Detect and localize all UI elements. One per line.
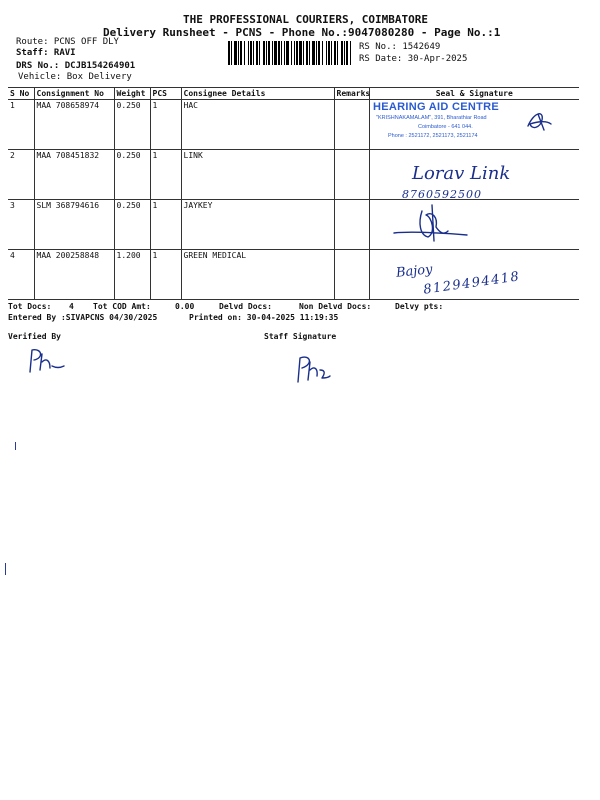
cell-sno: 1 [8,100,34,150]
barcode-image [228,41,352,65]
non-delvd-docs-label: Non Delvd Docs: [299,302,372,311]
cell-consignment: MAA 200258848 [34,250,114,300]
cell-weight: 0.250 [114,100,150,150]
scan-mark [15,442,16,450]
printed-on: Printed on: 30-04-2025 11:19:35 [189,313,339,322]
col-header-consignee: Consignee Details [181,88,334,100]
table-header-row [8,88,579,100]
cell-consignee: HAC [181,100,334,150]
cell-consignment: MAA 708658974 [34,100,114,150]
col-header-remarks: Remarks [334,88,369,100]
col-header-sno: S No [8,88,34,100]
staff-signature-image [292,352,332,384]
cell-consignment: MAA 708451832 [34,150,114,200]
handwritten-phone-row4: 8129494418 [422,269,522,298]
stamp-address-line: "KRISHNAKAMALAM", 391, Bharathiar Road [376,115,487,121]
cell-sno: 2 [8,150,34,200]
company-title: THE PROFESSIONAL COURIERS, COIMBATORE [183,13,429,26]
tot-cod-label: Tot COD Amt: [93,302,151,311]
cell-consignee: GREEN MEDICAL [181,250,334,300]
cell-weight: 0.250 [114,200,150,250]
verified-by-signature-image [24,346,66,374]
delvd-docs-label: Delvd Docs: [219,302,272,311]
cell-weight: 1.200 [114,250,150,300]
cell-consignment: SLM 368794616 [34,200,114,250]
cell-remarks [334,150,369,200]
delvy-pts-label: Delvy pts: [395,302,444,311]
cell-consignee: JAYKEY [181,200,334,250]
signature-row3-image [392,203,472,245]
col-header-pcs: PCS [150,88,181,100]
cell-weight: 0.250 [114,150,150,200]
handwritten-phone-row2: 8760592500 [402,188,482,201]
handwritten-name-row4: Bajoy [395,262,434,281]
stamp-company-name: HEARING AID CENTRE [373,101,499,113]
stamp-city-line: Coimbatore - 641 044. [418,124,473,130]
tot-docs-label: Tot Docs: [8,302,52,311]
cell-sno: 4 [8,250,34,300]
col-header-consignment: Consignment No [34,88,114,100]
vehicle-label: Vehicle: Box Delivery [18,72,132,82]
cell-remarks [334,100,369,150]
runsheet-subtitle: Delivery Runsheet - PCNS - Phone No.:9047080280 - Page No.:1 [103,26,501,39]
scan-mark [5,563,6,575]
tot-cod-value: 0.00 [175,302,195,311]
runsheet-table [8,87,579,300]
handwritten-name-row2: Lorav Link [412,163,511,184]
staff-signature-label: Staff Signature [264,332,337,341]
verified-by-label: Verified By [8,332,61,341]
staff-label: Staff: RAVI [16,48,76,58]
route-label: Route: PCNS OFF DLY [16,37,119,47]
drs-number: DRS No.: DCJB154264901 [16,61,136,71]
col-header-weight: Weight [114,88,150,100]
signature-row1-image [524,108,554,134]
stamp-phone-line: Phone : 2521172, 2521173, 2521174 [388,133,478,139]
rs-number: RS No.: 1542649 [359,42,441,52]
cell-remarks [334,250,369,300]
cell-consignee: LINK [181,150,334,200]
cell-sno: 3 [8,200,34,250]
cell-pcs: 1 [150,100,181,150]
table-row [8,200,579,250]
col-header-seal: Seal & Signature [435,89,513,98]
rs-date: RS Date: 30-Apr-2025 [359,54,468,64]
tot-docs-value: 4 [69,302,74,311]
cell-pcs: 1 [150,200,181,250]
cell-pcs: 1 [150,150,181,200]
entered-by: Entered By :SIVAPCNS 04/30/2025 [8,313,158,322]
cell-remarks [334,200,369,250]
cell-pcs: 1 [150,250,181,300]
